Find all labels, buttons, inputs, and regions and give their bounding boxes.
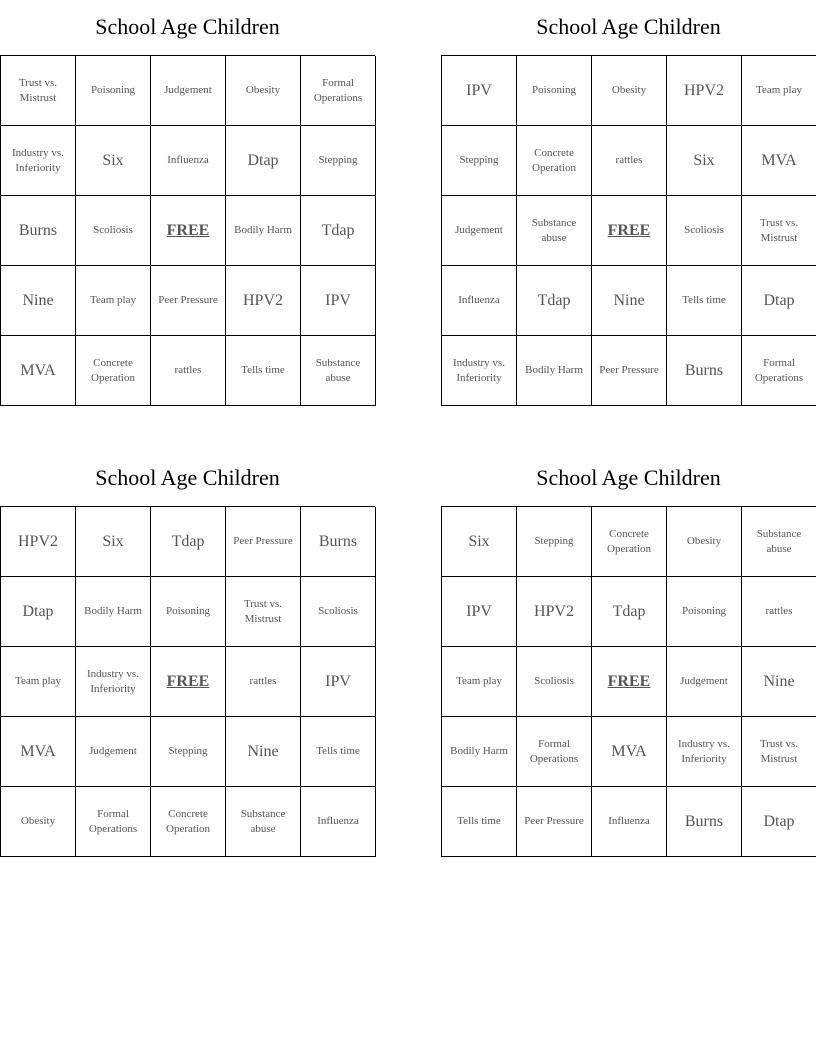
bingo-cell: Dtap — [742, 266, 816, 336]
bingo-cell: Six — [442, 507, 517, 577]
free-space-cell: FREE — [592, 196, 667, 266]
bingo-cell: Influenza — [592, 787, 667, 857]
bingo-cell: Formal Operations — [742, 336, 816, 406]
bingo-cell: Obesity — [592, 56, 667, 126]
bingo-cell: Nine — [1, 266, 76, 336]
bingo-cell: IPV — [301, 647, 376, 717]
bingo-cell: IPV — [301, 266, 376, 336]
bingo-cell: rattles — [742, 577, 816, 647]
bingo-cell: Trust vs. Mistrust — [742, 196, 816, 266]
bingo-cell: Peer Pressure — [517, 787, 592, 857]
bingo-cell: rattles — [226, 647, 301, 717]
bingo-cell: Dtap — [1, 577, 76, 647]
bingo-cell: Obesity — [226, 56, 301, 126]
bingo-cell: Substance abuse — [301, 336, 376, 406]
bingo-cell: Tdap — [517, 266, 592, 336]
bingo-cell: Burns — [667, 787, 742, 857]
bingo-cell: Judgement — [151, 56, 226, 126]
bingo-cell: MVA — [1, 336, 76, 406]
free-space-cell: FREE — [151, 196, 226, 266]
bingo-cell: Stepping — [442, 126, 517, 196]
bingo-cell: Judgement — [667, 647, 742, 717]
bingo-cell: Concrete Operation — [151, 787, 226, 857]
bingo-cell: Industry vs. Inferiority — [1, 126, 76, 196]
bingo-cell: Bodily Harm — [517, 336, 592, 406]
bingo-card-3 — [0, 451, 375, 857]
bingo-cell: Formal Operations — [76, 787, 151, 857]
bingo-cell: Bodily Harm — [442, 717, 517, 787]
bingo-cell: Tells time — [301, 717, 376, 787]
bingo-cell: Substance abuse — [226, 787, 301, 857]
bingo-card-4 — [441, 451, 816, 857]
bingo-grid — [441, 506, 816, 857]
free-space-cell: FREE — [592, 647, 667, 717]
bingo-cell: Burns — [301, 507, 376, 577]
bingo-cell: Industry vs. Inferiority — [667, 717, 742, 787]
bingo-grid — [0, 55, 375, 406]
bingo-cell: Burns — [1, 196, 76, 266]
bingo-cell: Substance abuse — [742, 507, 816, 577]
bingo-cell: Scoliosis — [76, 196, 151, 266]
bingo-cell: Judgement — [442, 196, 517, 266]
bingo-cell: Stepping — [151, 717, 226, 787]
bingo-cell: Influenza — [301, 787, 376, 857]
bingo-cell: Bodily Harm — [226, 196, 301, 266]
bingo-cell: Obesity — [1, 787, 76, 857]
bingo-cell: Trust vs. Mistrust — [1, 56, 76, 126]
bingo-cell: Peer Pressure — [592, 336, 667, 406]
bingo-cell: Obesity — [667, 507, 742, 577]
bingo-cell: HPV2 — [667, 56, 742, 126]
bingo-cell: Poisoning — [151, 577, 226, 647]
bingo-cell: Stepping — [517, 507, 592, 577]
bingo-cell: MVA — [742, 126, 816, 196]
bingo-cell: Influenza — [151, 126, 226, 196]
bingo-cell: HPV2 — [517, 577, 592, 647]
bingo-cell: Six — [76, 507, 151, 577]
bingo-cell: rattles — [151, 336, 226, 406]
card-title: School Age Children — [536, 465, 721, 490]
bingo-cell: Nine — [592, 266, 667, 336]
bingo-cell: HPV2 — [1, 507, 76, 577]
bingo-cell: Poisoning — [517, 56, 592, 126]
bingo-cell: Tdap — [151, 507, 226, 577]
bingo-grid — [441, 55, 816, 406]
free-space-cell: FREE — [151, 647, 226, 717]
bingo-cell: Formal Operations — [301, 56, 376, 126]
bingo-card-1 — [0, 0, 375, 406]
bingo-cell: Tells time — [667, 266, 742, 336]
bingo-cell: Industry vs. Inferiority — [76, 647, 151, 717]
bingo-cell: Tdap — [592, 577, 667, 647]
bingo-cell: Trust vs. Mistrust — [742, 717, 816, 787]
bingo-cell: Stepping — [301, 126, 376, 196]
bingo-card-2 — [441, 0, 816, 406]
bingo-cell: Team play — [76, 266, 151, 336]
bingo-cell: IPV — [442, 56, 517, 126]
card-title: School Age Children — [95, 465, 280, 490]
bingo-cell: Team play — [742, 56, 816, 126]
bingo-cell: Influenza — [442, 266, 517, 336]
bingo-cell: Poisoning — [76, 56, 151, 126]
bingo-cell: rattles — [592, 126, 667, 196]
bingo-cell: Trust vs. Mistrust — [226, 577, 301, 647]
bingo-cell: Nine — [226, 717, 301, 787]
bingo-grid — [0, 506, 375, 857]
bingo-cell: IPV — [442, 577, 517, 647]
bingo-cell: MVA — [592, 717, 667, 787]
bingo-cell: Peer Pressure — [226, 507, 301, 577]
bingo-cell: Substance abuse — [517, 196, 592, 266]
bingo-cell: Industry vs. Inferiority — [442, 336, 517, 406]
bingo-cell: Nine — [742, 647, 816, 717]
bingo-cell: Tells time — [226, 336, 301, 406]
bingo-cell: Dtap — [226, 126, 301, 196]
bingo-cell: Tells time — [442, 787, 517, 857]
bingo-cell: MVA — [1, 717, 76, 787]
bingo-cell: Judgement — [76, 717, 151, 787]
bingo-cell: Team play — [442, 647, 517, 717]
bingo-cell: Scoliosis — [517, 647, 592, 717]
bingo-cell: HPV2 — [226, 266, 301, 336]
bingo-cell: Dtap — [742, 787, 816, 857]
bingo-cell: Poisoning — [667, 577, 742, 647]
bingo-cell: Scoliosis — [301, 577, 376, 647]
card-title: School Age Children — [95, 14, 280, 39]
bingo-cell: Tdap — [301, 196, 376, 266]
bingo-cell: Scoliosis — [667, 196, 742, 266]
bingo-cell: Bodily Harm — [76, 577, 151, 647]
bingo-cell: Six — [76, 126, 151, 196]
bingo-cell: Six — [667, 126, 742, 196]
card-title: School Age Children — [536, 14, 721, 39]
bingo-cell: Team play — [1, 647, 76, 717]
bingo-cell: Concrete Operation — [592, 507, 667, 577]
bingo-cell: Burns — [667, 336, 742, 406]
bingo-cell: Concrete Operation — [76, 336, 151, 406]
bingo-cell: Formal Operations — [517, 717, 592, 787]
bingo-cell: Concrete Operation — [517, 126, 592, 196]
bingo-cell: Peer Pressure — [151, 266, 226, 336]
